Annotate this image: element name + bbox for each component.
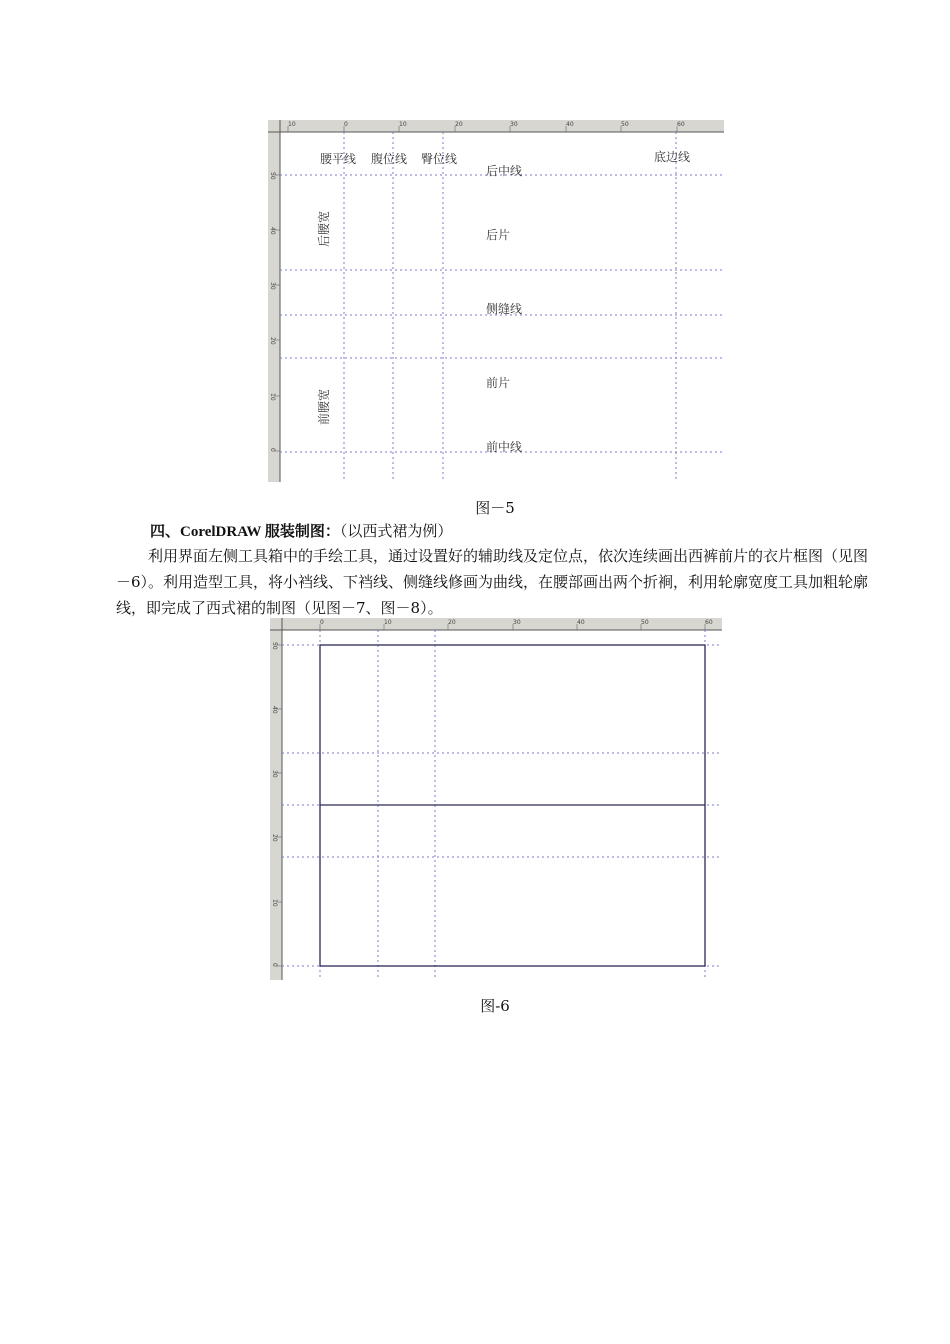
left-ruler (270, 618, 282, 980)
paragraph-text: 利用界面左侧工具箱中的手绘工具，通过设置好的辅助线及定位点，依次连续画出西裤前片的衣片框图（见图－6）。利用造型工具，将小裆线、下裆线、侧缝线修画为曲线，在腰部画出两个折裥，利用轮廓宽度工具加粗轮廓线，即完成了西式裙的制图（见图－7、图－8）。 (116, 547, 869, 617)
left-tick: 0 (271, 963, 278, 967)
top-tick: 40 (566, 121, 574, 128)
left-tick: 20 (269, 337, 276, 345)
top-tick: 0 (320, 619, 324, 626)
figure-5-drawing (268, 120, 724, 482)
figure-6-caption: 图-6 (480, 997, 510, 1015)
figure-6-drawing (270, 618, 722, 980)
top-ruler (268, 120, 724, 132)
back-waist-label: 后腰宽 (317, 210, 331, 247)
left-tick: 50 (269, 172, 276, 180)
left-tick: 10 (271, 899, 278, 907)
heading-bold: 四、CorelDRAW 服装制图： (150, 524, 340, 540)
top-tick: 10 (288, 121, 296, 128)
section-paragraph (116, 543, 876, 621)
top-tick: 60 (677, 121, 685, 128)
top-tick: 30 (510, 121, 518, 128)
top-tick: 0 (344, 121, 348, 128)
figure-5-caption: 图－5 (475, 499, 515, 517)
left-tick: 50 (271, 642, 278, 650)
top-ruler (270, 618, 722, 630)
skirt-outline (320, 645, 705, 966)
left-tick: 0 (269, 448, 276, 452)
top-tick: 10 (399, 121, 407, 128)
heading-note: （以西式裙为例） (339, 522, 453, 540)
figure-5 (268, 120, 724, 482)
section-heading (150, 520, 452, 541)
front-waist-label: 前腰宽 (317, 388, 331, 425)
top-tick: 50 (621, 121, 629, 128)
left-tick: 40 (271, 706, 278, 714)
top-tick: 50 (641, 619, 649, 626)
back-piece-label: 后片 (486, 228, 511, 242)
left-tick: 40 (269, 227, 276, 235)
top-tick: 20 (448, 619, 456, 626)
belly-line-label: 腹位线 (371, 152, 408, 166)
left-tick: 20 (271, 834, 278, 842)
figure-6 (270, 618, 722, 980)
hem-line-label: 底边线 (654, 150, 691, 164)
waist-line-label: 腰平线 (320, 152, 357, 166)
front-piece-label: 前片 (486, 376, 511, 390)
front-center-label: 前中线 (486, 440, 523, 454)
left-tick: 10 (269, 393, 276, 401)
left-tick: 30 (269, 282, 276, 290)
hip-line-label: 臀位线 (421, 152, 458, 166)
top-tick: 30 (513, 619, 521, 626)
top-tick: 20 (455, 121, 463, 128)
top-tick: 10 (384, 619, 392, 626)
side-seam-label: 侧缝线 (486, 302, 523, 316)
top-tick: 60 (705, 619, 713, 626)
top-tick: 40 (577, 619, 585, 626)
back-center-label: 后中线 (486, 164, 523, 178)
left-tick: 30 (271, 770, 278, 778)
